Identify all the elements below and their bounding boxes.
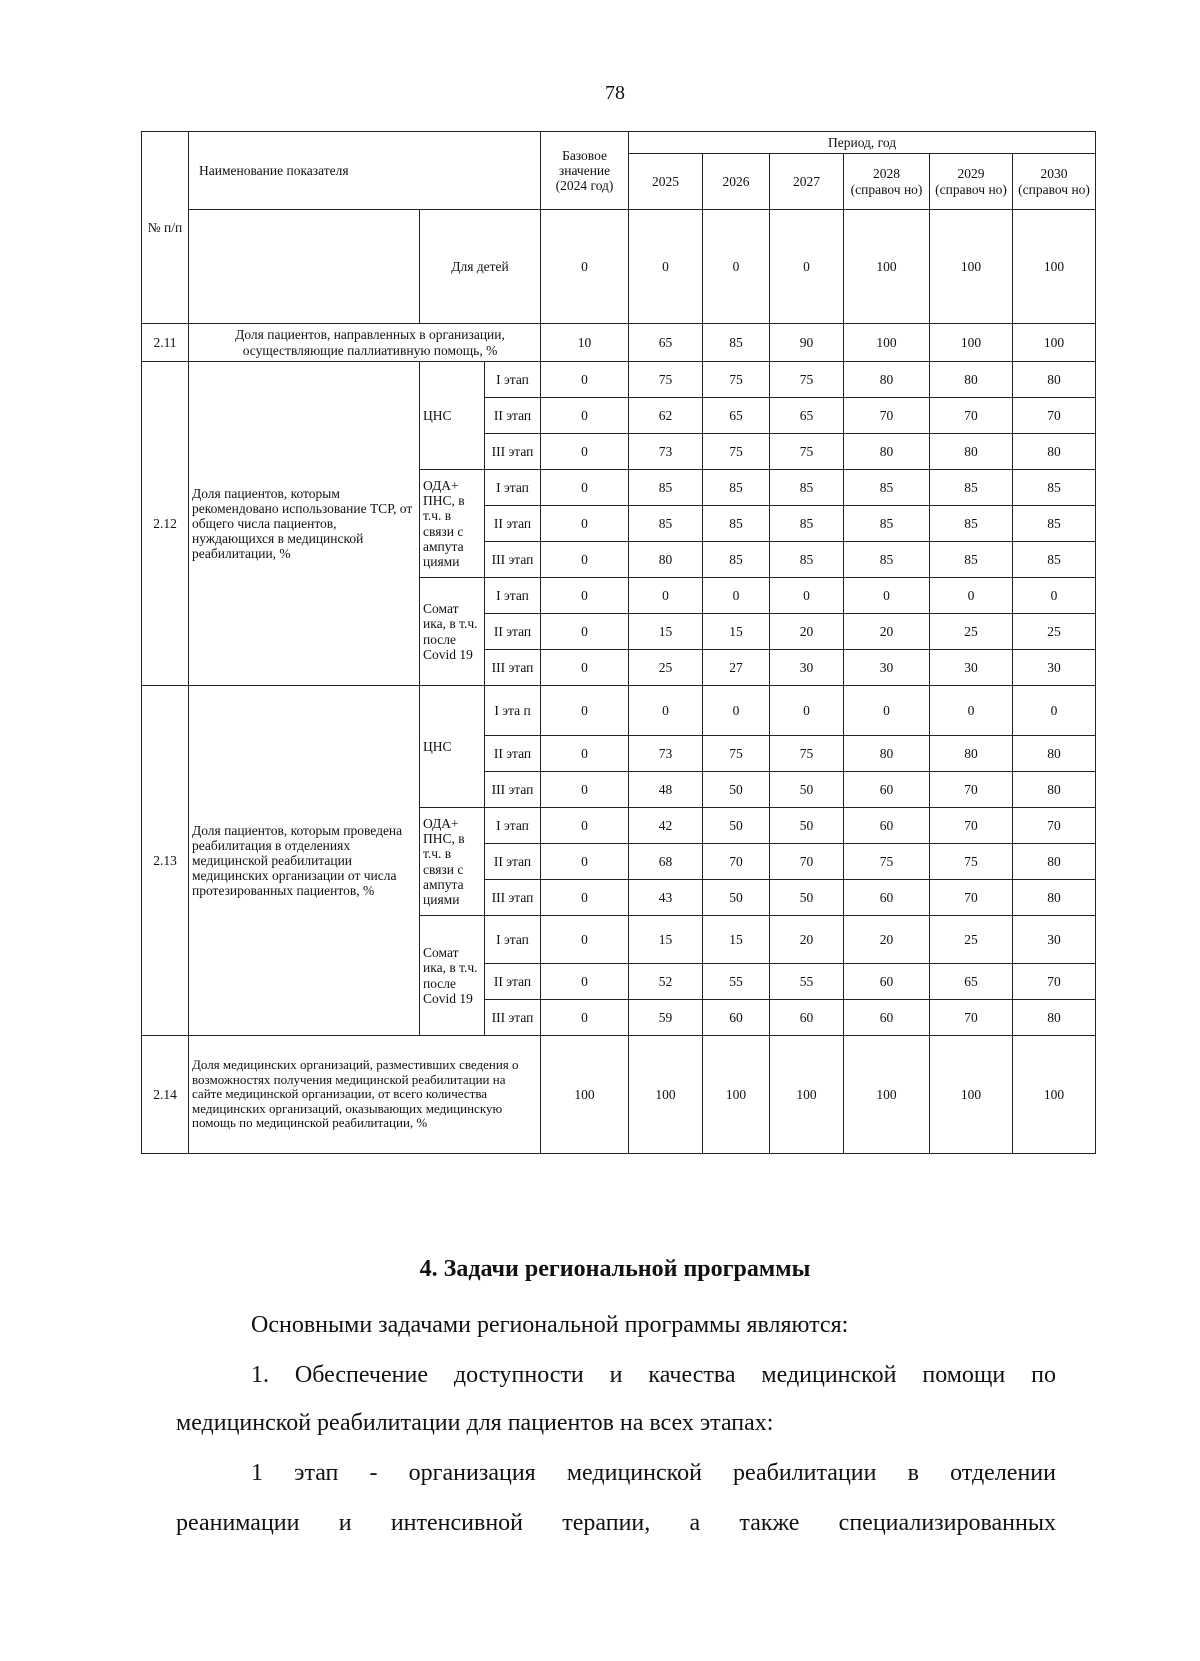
value-cell: 0 — [541, 1000, 629, 1036]
value-cell: 70 — [930, 1000, 1013, 1036]
value-cell: 70 — [930, 808, 1013, 844]
value-cell: 60 — [844, 808, 930, 844]
value-cell: 62 — [629, 398, 703, 434]
value-cell: 70 — [844, 398, 930, 434]
value-cell: 75 — [770, 736, 844, 772]
value-cell: 0 — [541, 398, 629, 434]
value-cell: 75 — [844, 844, 930, 880]
value-cell: 70 — [770, 844, 844, 880]
stage-label: I этап — [485, 362, 541, 398]
value-cell: 80 — [930, 736, 1013, 772]
stage-label: III этап — [485, 880, 541, 916]
value-cell: 0 — [541, 434, 629, 470]
value-cell: 15 — [703, 614, 770, 650]
value-cell: 85 — [703, 542, 770, 578]
value-cell: 0 — [844, 578, 930, 614]
value-cell: 70 — [1013, 398, 1096, 434]
value-cell: 70 — [930, 880, 1013, 916]
value-cell: 80 — [1013, 844, 1096, 880]
value-cell: 80 — [1013, 1000, 1096, 1036]
value-cell: 65 — [629, 324, 703, 362]
value-cell: 100 — [1013, 1036, 1096, 1154]
value-cell: 100 — [844, 324, 930, 362]
value-cell: 75 — [770, 434, 844, 470]
value-cell: 85 — [703, 470, 770, 506]
empty-cell — [189, 210, 420, 324]
value-cell: 50 — [703, 772, 770, 808]
value-cell: 85 — [770, 470, 844, 506]
value-cell: 0 — [541, 686, 629, 736]
value-cell: 60 — [703, 1000, 770, 1036]
group-label: ЦНС — [420, 686, 485, 808]
stage-label: II этап — [485, 964, 541, 1000]
value-cell: 55 — [703, 964, 770, 1000]
value-cell: 0 — [541, 614, 629, 650]
stage-row — [142, 362, 1096, 398]
row-number: 2.14 — [142, 1036, 189, 1154]
value-cell: 70 — [930, 398, 1013, 434]
value-cell: 100 — [844, 1036, 930, 1154]
value-cell: 85 — [703, 506, 770, 542]
header-row-1 — [142, 132, 1096, 154]
value-cell: 30 — [844, 650, 930, 686]
value-cell: 80 — [844, 434, 930, 470]
stage-label: II этап — [485, 736, 541, 772]
value-cell: 60 — [844, 772, 930, 808]
value-cell: 48 — [629, 772, 703, 808]
value-cell: 30 — [1013, 650, 1096, 686]
group-label: ОДА+ ПНС, в т.ч. в связи с ампута циями — [420, 470, 485, 578]
value-cell: 80 — [1013, 434, 1096, 470]
value-cell: 68 — [629, 844, 703, 880]
value-cell: 20 — [844, 614, 930, 650]
stage-label: II этап — [485, 506, 541, 542]
value-cell: 0 — [1013, 578, 1096, 614]
value-cell: 0 — [844, 686, 930, 736]
value-cell: 85 — [844, 542, 930, 578]
value-cell: 25 — [930, 614, 1013, 650]
value-cell: 100 — [930, 1036, 1013, 1154]
header-year: 2029 (справоч но) — [930, 154, 1013, 210]
value-cell: 50 — [703, 808, 770, 844]
value-cell: 25 — [930, 916, 1013, 964]
value-cell: 0 — [541, 542, 629, 578]
value-cell: 0 — [541, 964, 629, 1000]
row-2-11 — [142, 324, 1096, 362]
group-label: ОДА+ ПНС, в т.ч. в связи с ампута циями — [420, 808, 485, 916]
value-cell: 42 — [629, 808, 703, 844]
stage-label: III этап — [485, 1000, 541, 1036]
value-cell: 85 — [844, 506, 930, 542]
value-cell: 15 — [629, 916, 703, 964]
value-cell: 60 — [844, 964, 930, 1000]
value-cell: 0 — [541, 650, 629, 686]
value-cell: 70 — [930, 772, 1013, 808]
value-cell: 80 — [844, 736, 930, 772]
value-cell: 20 — [844, 916, 930, 964]
header-year: 2028 (справоч но) — [844, 154, 930, 210]
value-cell: 0 — [770, 578, 844, 614]
value-cell: 75 — [703, 434, 770, 470]
value-cell: 85 — [629, 506, 703, 542]
value-cell: 0 — [930, 686, 1013, 736]
value-cell: 100 — [1013, 210, 1096, 324]
stage-label: III этап — [485, 772, 541, 808]
value-cell: 0 — [541, 844, 629, 880]
header-year: 2026 — [703, 154, 770, 210]
value-cell: 20 — [770, 916, 844, 964]
children-row — [142, 210, 1096, 324]
value-cell: 70 — [703, 844, 770, 880]
value-cell: 0 — [629, 578, 703, 614]
value-cell: 100 — [770, 1036, 844, 1154]
value-cell: 20 — [770, 614, 844, 650]
value-cell: 80 — [930, 362, 1013, 398]
value-cell: 0 — [541, 916, 629, 964]
value-cell: 80 — [629, 542, 703, 578]
value-cell: 80 — [1013, 772, 1096, 808]
section-heading: 4. Задачи региональной программы — [419, 1256, 811, 1282]
value-cell: 75 — [703, 362, 770, 398]
value-cell: 0 — [930, 578, 1013, 614]
row-number: 2.11 — [142, 324, 189, 362]
value-cell: 52 — [629, 964, 703, 1000]
value-cell: 85 — [1013, 506, 1096, 542]
value-cell: 85 — [629, 470, 703, 506]
value-cell: 50 — [770, 808, 844, 844]
value-cell: 65 — [770, 398, 844, 434]
value-cell: 75 — [930, 844, 1013, 880]
header-period: Период, год — [629, 132, 1096, 154]
value-cell: 59 — [629, 1000, 703, 1036]
value-cell: 0 — [703, 578, 770, 614]
value-cell: 55 — [770, 964, 844, 1000]
value-cell: 85 — [930, 542, 1013, 578]
value-cell: 80 — [1013, 880, 1096, 916]
value-cell: 27 — [703, 650, 770, 686]
value-cell: 0 — [541, 470, 629, 506]
paragraph-intro: Основными задачами региональной программы являются: — [251, 1312, 849, 1338]
value-cell: 0 — [541, 506, 629, 542]
value-cell: 80 — [1013, 362, 1096, 398]
value-cell: 85 — [703, 324, 770, 362]
header-num: № п/п — [142, 132, 189, 324]
header-name: Наименование показателя — [189, 132, 541, 210]
value-cell: 60 — [844, 880, 930, 916]
value-cell: 85 — [770, 506, 844, 542]
value-cell: 0 — [703, 686, 770, 736]
value-cell: 73 — [629, 736, 703, 772]
value-cell: 100 — [629, 1036, 703, 1154]
stage-label: III этап — [485, 542, 541, 578]
group-label: ЦНС — [420, 362, 485, 470]
value-cell: 30 — [1013, 916, 1096, 964]
indicator-name: Доля пациентов, которым проведена реабилитация в отделениях медицинской реабилитации медицинских организации от числа протезированных пациентов, % — [189, 686, 420, 1036]
value-cell: 0 — [629, 210, 703, 324]
row-2-14 — [142, 1036, 1096, 1154]
value-cell: 75 — [629, 362, 703, 398]
stage-label: II этап — [485, 844, 541, 880]
value-cell: 30 — [770, 650, 844, 686]
indicator-name: Доля медицинских организаций, разместивших сведения о возможностях получения медицинской реабилитации на сайте медицинской организации, от всего количества медицинских организаций, оказывающих медицинскую помощь по медицинской реабилитации, % — [189, 1036, 541, 1154]
value-cell: 75 — [703, 736, 770, 772]
value-cell: 100 — [844, 210, 930, 324]
stage-label: II этап — [485, 614, 541, 650]
value-cell: 85 — [930, 470, 1013, 506]
row-number: 2.13 — [142, 686, 189, 1036]
value-cell: 25 — [629, 650, 703, 686]
value-cell: 100 — [930, 324, 1013, 362]
indicator-name: Доля пациентов, направленных в организации, осуществляющие паллиативную помощь, % — [189, 324, 541, 362]
value-cell: 85 — [930, 506, 1013, 542]
value-cell: 0 — [1013, 686, 1096, 736]
value-cell: 80 — [844, 362, 930, 398]
value-cell: 0 — [541, 736, 629, 772]
value-cell: 0 — [541, 578, 629, 614]
value-cell: 85 — [844, 470, 930, 506]
value-cell: 0 — [703, 210, 770, 324]
stage-label: I этап — [485, 470, 541, 506]
value-cell: 15 — [703, 916, 770, 964]
header-year: 2030 (справоч но) — [1013, 154, 1096, 210]
value-cell: 0 — [541, 362, 629, 398]
value-cell: 90 — [770, 324, 844, 362]
value-cell: 0 — [541, 772, 629, 808]
value-cell: 10 — [541, 324, 629, 362]
value-cell: 80 — [930, 434, 1013, 470]
value-cell: 0 — [770, 686, 844, 736]
value-cell: 65 — [930, 964, 1013, 1000]
value-cell: 0 — [770, 210, 844, 324]
value-cell: 100 — [541, 1036, 629, 1154]
value-cell: 0 — [541, 880, 629, 916]
value-cell: 100 — [703, 1036, 770, 1154]
page-number: 78 — [605, 82, 625, 104]
group-label: Сомат ика, в т.ч. после Covid 19 — [420, 578, 485, 686]
value-cell: 50 — [770, 880, 844, 916]
row-number: 2.12 — [142, 362, 189, 686]
stage-label: I этап — [485, 808, 541, 844]
value-cell: 0 — [541, 808, 629, 844]
value-cell: 100 — [930, 210, 1013, 324]
header-year: 2025 — [629, 154, 703, 210]
paragraph-item1-line1: 1. Обеспечение доступности и качества медицинской помощи по — [251, 1362, 1056, 1388]
stage-label: III этап — [485, 650, 541, 686]
stage-label: I этап — [485, 578, 541, 614]
value-cell: 25 — [1013, 614, 1096, 650]
stage-label: II этап — [485, 398, 541, 434]
value-cell: 0 — [629, 686, 703, 736]
value-cell: 80 — [1013, 736, 1096, 772]
value-cell: 70 — [1013, 964, 1096, 1000]
value-cell: 60 — [770, 1000, 844, 1036]
stage-label: III этап — [485, 434, 541, 470]
value-cell: 85 — [1013, 470, 1096, 506]
value-cell: 50 — [770, 772, 844, 808]
indicator-name: Доля пациентов, которым рекомендовано использование ТСР, от общего числа пациентов, нуждающихся в медицинской реабилитации, % — [189, 362, 420, 686]
paragraph-stage1-line2: реанимации и интенсивной терапии, а также специализированных — [176, 1510, 1056, 1536]
value-cell: 30 — [930, 650, 1013, 686]
value-cell: 50 — [703, 880, 770, 916]
header-year: 2027 — [770, 154, 844, 210]
stage-label: I эта п — [485, 686, 541, 736]
children-label: Для детей — [420, 210, 541, 324]
value-cell: 15 — [629, 614, 703, 650]
stage-label: I этап — [485, 916, 541, 964]
value-cell: 65 — [703, 398, 770, 434]
value-cell: 75 — [770, 362, 844, 398]
value-cell: 43 — [629, 880, 703, 916]
value-cell: 85 — [1013, 542, 1096, 578]
paragraph-stage1-line1: 1 этап - организация медицинской реабилитации в отделении — [251, 1460, 1056, 1486]
paragraph-item1-line2: медицинской реабилитации для пациентов на всех этапах: — [176, 1410, 774, 1436]
value-cell: 60 — [844, 1000, 930, 1036]
value-cell: 70 — [1013, 808, 1096, 844]
indicators-table — [141, 131, 1096, 1154]
value-cell: 85 — [770, 542, 844, 578]
group-label: Сомат ика, в т.ч. после Covid 19 — [420, 916, 485, 1036]
header-base: Базовое значение (2024 год) — [541, 132, 629, 210]
value-cell: 100 — [1013, 324, 1096, 362]
value-cell: 73 — [629, 434, 703, 470]
stage-row — [142, 686, 1096, 736]
value-cell: 0 — [541, 210, 629, 324]
